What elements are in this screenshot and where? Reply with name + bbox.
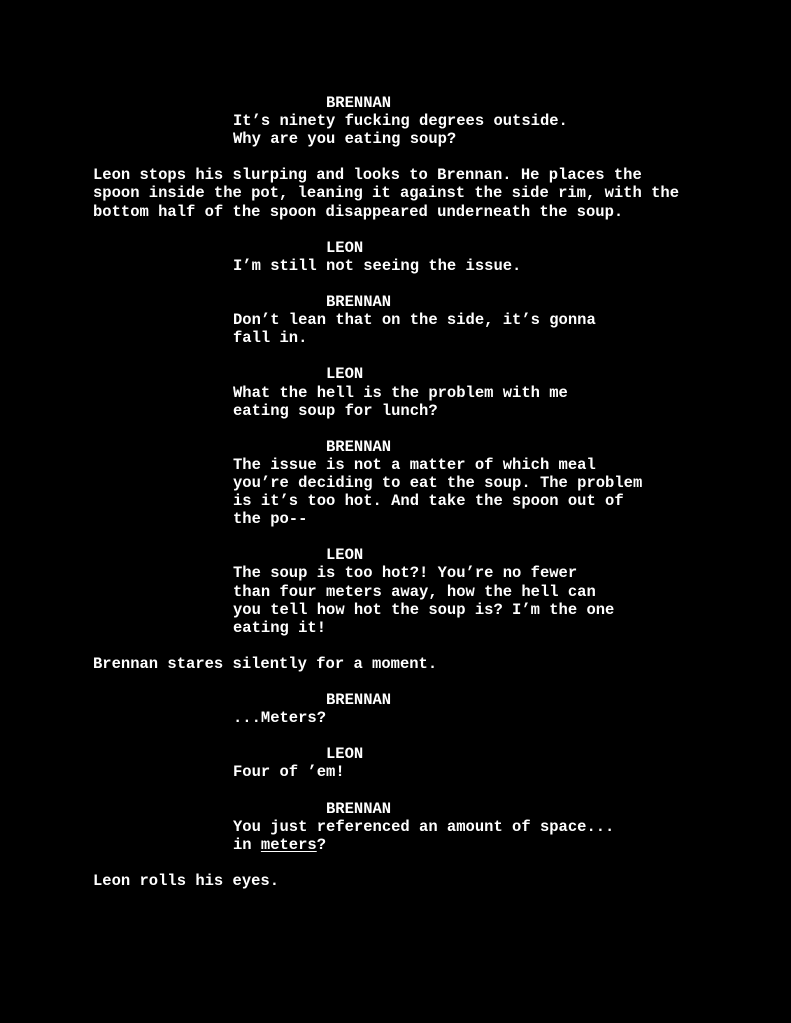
- dialogue-line: What the hell is the problem with me: [233, 383, 568, 402]
- action: [0, 872, 791, 890]
- dialogue-line: Why are you eating soup?: [233, 130, 457, 149]
- character-name: LEON: [326, 546, 364, 565]
- dialogue-line: The soup is too hot?! You’re no fewer: [233, 564, 578, 583]
- dialogue: [0, 763, 791, 781]
- dialogue-line: ...Meters?: [233, 709, 327, 728]
- dialogue-line: eating it!: [233, 618, 327, 637]
- character-name: BRENNAN: [326, 94, 392, 112]
- dialogue-line: It’s ninety fucking degrees outside.: [233, 112, 568, 131]
- dialogue-text: ?: [316, 835, 327, 854]
- character-name: BRENNAN: [326, 293, 392, 312]
- screenplay-page: [0, 94, 791, 890]
- dialogue-line: Don’t lean that on the side, it’s gonna: [233, 311, 596, 330]
- dialogue-line: I’m still not seeing the issue.: [233, 256, 522, 275]
- character-name: BRENNAN: [326, 691, 392, 710]
- character-cue: [0, 745, 791, 763]
- dialogue-line: Four of ’em!: [233, 763, 345, 782]
- action: [0, 166, 791, 220]
- dialogue-line: you’re deciding to eat the soup. The problem: [233, 473, 643, 492]
- dialogue: [0, 818, 791, 854]
- action-line: Leon stops his slurping and looks to Brennan. He places the: [93, 166, 642, 185]
- dialogue-line-emphasis: [0, 836, 791, 854]
- dialogue-line: You just referenced an amount of space...: [233, 817, 615, 836]
- underlined-word: meters: [260, 835, 317, 854]
- character-name: LEON: [326, 365, 364, 384]
- dialogue: [0, 257, 791, 275]
- dialogue-line: is it’s too hot. And take the spoon out of: [233, 492, 624, 511]
- character-name: BRENNAN: [326, 437, 392, 456]
- dialogue-line: you tell how hot the soup is? I’m the one: [233, 600, 615, 619]
- character-cue: [0, 546, 791, 564]
- dialogue-line: than four meters away, how the hell can: [233, 582, 596, 601]
- dialogue-line: fall in.: [233, 329, 308, 348]
- character-cue: [0, 365, 791, 383]
- dialogue: [0, 564, 791, 636]
- action-line: spoon inside the pot, leaning it against the side rim, with the: [93, 184, 679, 203]
- dialogue-line: eating soup for lunch?: [233, 401, 438, 420]
- dialogue: [0, 456, 791, 528]
- character-name: BRENNAN: [326, 799, 392, 818]
- action: [0, 655, 791, 673]
- dialogue: [0, 709, 791, 727]
- character-name: LEON: [326, 745, 364, 764]
- character-cue: [0, 293, 791, 311]
- action-line: Brennan stares silently for a moment.: [93, 654, 438, 673]
- action-line: Leon rolls his eyes.: [93, 872, 280, 891]
- character-cue: [0, 800, 791, 818]
- dialogue-line: The issue is not a matter of which meal: [233, 455, 596, 474]
- action-line: bottom half of the spoon disappeared underneath the soup.: [93, 202, 624, 221]
- character-cue: [0, 438, 791, 456]
- dialogue: [0, 112, 791, 148]
- dialogue: [0, 311, 791, 347]
- dialogue: [0, 384, 791, 420]
- dialogue-text: in: [233, 835, 261, 854]
- character-cue: [0, 94, 791, 112]
- character-cue: [0, 239, 791, 257]
- character-cue: [0, 691, 791, 709]
- character-name: LEON: [326, 238, 364, 257]
- dialogue-line: the po--: [233, 510, 308, 529]
